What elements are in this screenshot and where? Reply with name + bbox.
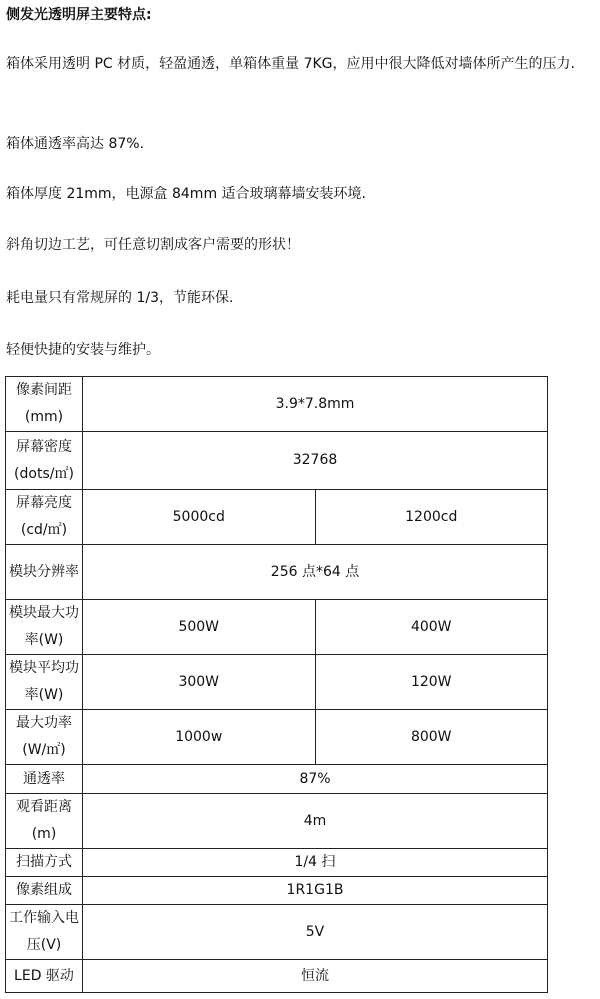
table-row xyxy=(6,432,548,490)
table-row xyxy=(6,490,548,545)
spec-label: 屏幕密度 (dots/㎡) xyxy=(6,432,83,490)
spec-label: 模块最大功率(W) xyxy=(6,600,83,655)
spec-value: 87% xyxy=(83,765,548,794)
feature-paragraph: 箱体厚度 21mm，电源盒 84mm 适合玻璃幕墙安装环境. xyxy=(6,186,366,202)
table-row xyxy=(6,377,548,432)
spec-label: 模块平均功率(W) xyxy=(6,655,83,710)
spec-value: 5V xyxy=(83,905,548,960)
spec-value-b: 1200cd xyxy=(315,490,548,545)
feature-paragraph: 轻便快捷的安装与维护。 xyxy=(6,342,160,358)
spec-value-b: 400W xyxy=(315,600,548,655)
spec-value: 1/4 扫 xyxy=(83,849,548,877)
spec-value: 256 点*64 点 xyxy=(83,545,548,600)
spec-value: 恒流 xyxy=(83,960,548,993)
table-row xyxy=(6,794,548,849)
table-row xyxy=(6,849,548,877)
feature-paragraph: 箱体通透率高达 87%. xyxy=(6,136,145,152)
spec-label: 观看距离 (m) xyxy=(6,794,83,849)
features-heading: 侧发光透明屏主要特点: xyxy=(6,7,152,23)
spec-value-a: 1000w xyxy=(83,710,316,765)
spec-label: 通透率 xyxy=(6,765,83,794)
spec-label: 像素间距 (mm) xyxy=(6,377,83,432)
feature-paragraph: 斜角切边工艺，可任意切割成客户需要的形状！ xyxy=(6,237,300,253)
spec-label: LED 驱动 xyxy=(6,960,83,993)
spec-table xyxy=(5,376,548,993)
spec-value-b: 800W xyxy=(315,710,548,765)
table-row xyxy=(6,545,548,600)
table-row xyxy=(6,765,548,794)
spec-value-a: 5000cd xyxy=(83,490,316,545)
table-row xyxy=(6,655,548,710)
spec-value: 1R1G1B xyxy=(83,877,548,905)
table-row xyxy=(6,905,548,960)
spec-label: 像素组成 xyxy=(6,877,83,905)
table-row xyxy=(6,960,548,993)
spec-value: 32768 xyxy=(83,432,548,490)
table-row xyxy=(6,877,548,905)
spec-value: 3.9*7.8mm xyxy=(83,377,548,432)
spec-value: 4m xyxy=(83,794,548,849)
spec-label: 工作输入电压(V) xyxy=(6,905,83,960)
table-row xyxy=(6,710,548,765)
table-row xyxy=(6,600,548,655)
spec-label: 扫描方式 xyxy=(6,849,83,877)
feature-paragraph: 耗电量只有常规屏的 1/3，节能环保. xyxy=(6,290,234,306)
spec-label: 屏幕亮度 (cd/㎡) xyxy=(6,490,83,545)
spec-value-b: 120W xyxy=(315,655,548,710)
spec-value-a: 300W xyxy=(83,655,316,710)
spec-value-a: 500W xyxy=(83,600,316,655)
spec-label: 最大功率 (W/㎡) xyxy=(6,710,83,765)
spec-label: 模块分辨率 xyxy=(6,545,83,600)
feature-paragraph: 箱体采用透明 PC 材质，轻盈通透，单箱体重量 7KG，应用中很大降低对墙体所产生的压力. xyxy=(6,56,575,72)
